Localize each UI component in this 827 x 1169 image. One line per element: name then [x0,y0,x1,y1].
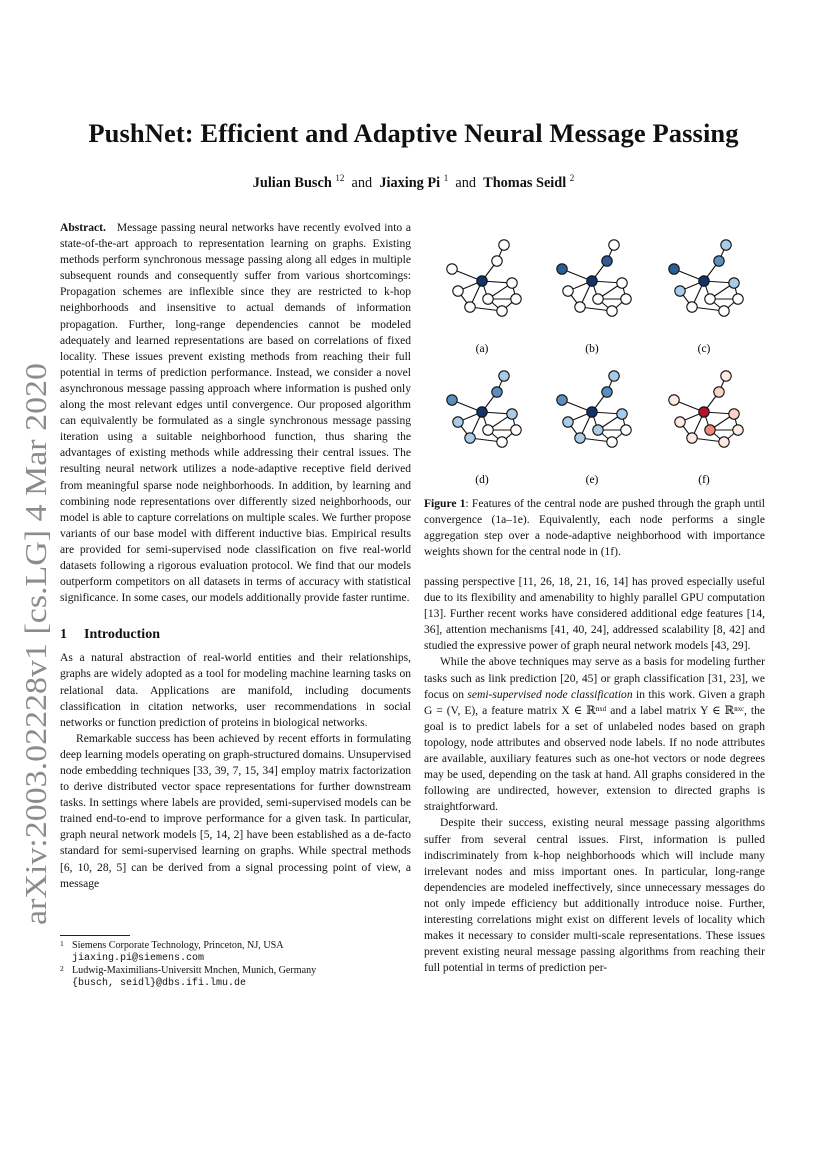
graph-node [705,425,715,435]
graph-node [593,294,603,304]
footnote-rule [60,935,130,936]
author-separator: and [351,175,373,191]
graph-node [497,306,507,316]
paper-title: PushNet: Efficient and Adaptive Neural Message Passing [88,118,739,148]
abstract-text: Message passing neural networks have recently evolved into a state-of-the-art approach to representation learning on graphs. Existing methods perform synchronous message passing along all edges in multiple subsequent rounds and consequently suffer from various shortcomings: Propagation schemes are inflexible since they are restricted to k-hop neighborhoods and insensitive to actual demands of information propagation. Further, long-range dependencies cannot be modeled adequately and learned representations are based on correlations of fixed locality. These issues prevent existing methods from reaching their full potential in terms of prediction performance. Instead, we consider a novel asynchronous message passing approach where information is pushed only along the most relevant edges until convergence. Our proposed algorithm can equivalently be formulated as a single synchronous message passing iteration using a suitable neighborhood function, thus sharing the advantages of existing methods while addressing their central issues. The resulting neural network utilizes a node-adaptive receptive field derived from meaningful sparse node neighborhoods. In addition, by learning and combining node representations over differently sized neighborhoods, our model is able to capture correlations on multiple scales. We further propose variants of our base model with different inductive bias. Empirical results are provided for semi-supervised node classification on five real-world datasets following a rigorous evaluation protocol. We find that our models outperform competitors on all datasets in terms of accuracy with statistical significance. In some cases, our models additionally provide faster runtime. [60,222,411,605]
footnote-email: {busch, seidl}@dbs.ifi.lmu.de [72,977,247,989]
emphasis: semi-supervised node classification [467,688,633,701]
right-column [424,574,765,976]
graph-center-node [477,407,487,417]
author-name: Julian Busch [252,175,332,191]
author-affiliation: 12 [335,173,345,183]
footnotes [60,935,411,990]
graph-panel [669,371,743,486]
graph-node [511,425,521,435]
figure-caption-text: : Features of the central node are pushed through the graph until convergence (1a–1e). Equivalently, each node performs a single aggregation step over a node-adaptive neighborhood with importance weights shown for the central node in (1f). [424,498,765,559]
graph-node [675,417,685,427]
graph-node [557,264,567,274]
graph-node [621,425,631,435]
graph-node [705,294,715,304]
author-separator: and [455,175,477,191]
graph-node [575,302,585,312]
graph-node [575,433,585,443]
author-name: Thomas Seidl [483,175,567,191]
graph-node [447,395,457,405]
graph-node [733,425,743,435]
graph-node [721,371,731,381]
paragraph [424,654,765,815]
graph-node [602,387,612,397]
graph-node [511,294,521,304]
arxiv-identifier [2,358,58,928]
graph-node [453,286,463,296]
author-affiliation: 2 [569,173,575,183]
graph-node [669,264,679,274]
paragraph: Remarkable success has been achieved by recent efforts in formulating deep learning models operating on graph-structured domains. Unsupervised node embedding techniques [33, 39, 7, 15, 34] employ matrix factorization to derive distributed vector space representations for further downstream tasks. In settings where labels are provided, semi-supervised models can be trained end-to-end to improve performance for a given task. In particular, graph neural network models [5, 14, 2] have been established as a de-facto standard for semi-supervised learning on graphs. While spectral methods [6, 10, 28, 5] can be derived from a signal processing point of view, a message [60,732,411,890]
graph-node [507,278,517,288]
graph-node [687,302,697,312]
section-heading [60,627,411,643]
paragraph-text: While the above techniques may serve as a basis for modeling further tasks such as link prediction [20, 45] or graph classification [31, 23], we focus on [424,656,765,701]
footnote-mark: 1 [60,939,64,948]
graph-node [675,286,685,296]
graph-panel [447,240,521,355]
graph-node [617,278,627,288]
figure-graphs [424,230,765,492]
graph-center-node [477,276,487,286]
graph-node [687,433,697,443]
graph-node [497,437,507,447]
graph-node [453,417,463,427]
arxiv-id-text: arXiv:2003.02228v1 [cs.LG] 4 Mar 2020 [19,420,53,925]
subfigure-label: (a) [475,343,489,355]
graph-node [563,417,573,427]
abstract-label: Abstract. [60,222,106,234]
paragraph: As a natural abstraction of real-world entities and their relationships, graphs are widely adopted as a tool for modeling machine learning tasks on relational data. Applications are manifold, including documents classification in citation networks, user recommendations in social networks or function prediction of proteins in biological networks. [60,652,411,729]
subfigure-label: (f) [698,474,710,486]
graph-node [733,294,743,304]
graph-node [714,256,724,266]
graph-node [607,437,617,447]
paragraph: passing perspective [11, 26, 18, 21, 16, 14] has proved especially useful due to its flexibility and amenability to highly parallel GPU computation [13]. Further recent works have considered additional edge features [14, 36], attention mechanisms [41, 40, 24], addressed scalability [8, 42] and studied the expressive power of graph neural network models [43, 29]. [424,576,765,653]
paragraph-text: in this work. Given a graph G = (V, E), a feature matrix X ∈ ℝⁿˣᵈ and a label matrix Y ∈ ℝⁿˣᶜ, the goal is to predict labels for a set of unlabeled nodes based on graph topology, node attributes and observed node labels. If no node attributes are available, auxiliary features such as one-hot vectors or node degrees may be used, depending on the task at hand. All graphs considered in the following are undirected, however, extension to directed graphs is straightforward. [424,688,765,814]
figure-caption [424,496,765,560]
graph-node [507,409,517,419]
section-title: Introduction [84,627,160,643]
figure-caption-label: Figure 1 [424,498,466,510]
graph-node [721,240,731,250]
graph-panel [557,371,631,486]
footnote-affiliation: Siemens Corporate Technology, Princeton, NJ, USA [72,940,284,951]
subfigure-label: (d) [475,474,489,486]
graph-panel [447,371,521,486]
graph-node [465,433,475,443]
paragraph: Despite their success, existing neural message passing algorithms suffer from several central issues. First, information is pulled indiscriminately from k-hop neighborhoods which will include many irrelevant nodes and miss important ones. In particular, long-range dependencies are modeled ineffectively, since unnecessary messages do not only impede efficiency but additionally introduce noise. Further, interesting correlations might exist on different levels of locality which makes it necessary to consider multi-scale representations. These issues prevent existing neural message passing algorithms from reaching their full potential in terms of prediction per- [424,817,765,975]
graph-node [499,240,509,250]
graph-node [492,256,502,266]
graph-center-node [587,276,597,286]
left-column [60,220,411,892]
footnote-mark: 2 [60,964,64,974]
graph-node [447,264,457,274]
graph-node [593,425,603,435]
graph-node [621,294,631,304]
graph-node [729,409,739,419]
graph-node [563,286,573,296]
section-number: 1 [60,627,67,643]
graph-panel [557,240,631,355]
author-list [0,173,827,192]
subfigure-label: (b) [585,343,599,355]
footnote-affiliation: Ludwig-Maximilians-Universitt Mnchen, Munich, Germany [72,965,317,977]
graph-node [719,306,729,316]
graph-node [483,294,493,304]
graph-node [609,240,619,250]
graph-node [492,387,502,397]
graph-node [617,409,627,419]
graph-node [719,437,729,447]
graph-node [607,306,617,316]
graph-center-node [699,276,709,286]
graph-node [714,387,724,397]
graph-node [729,278,739,288]
graph-node [669,395,679,405]
subfigure-label: (e) [585,474,599,486]
graph-center-node [587,407,597,417]
graph-node [557,395,567,405]
subfigure-label: (c) [697,343,711,355]
graph-node [609,371,619,381]
author-affiliation: 1 [443,173,449,183]
graph-node [465,302,475,312]
graph-panel [669,240,743,355]
abstract [60,220,411,606]
footnote [60,965,411,990]
graph-node [483,425,493,435]
graph-node [499,371,509,381]
figure-1 [424,230,765,492]
footnote [60,940,411,965]
graph-node [602,256,612,266]
graph-center-node [699,407,709,417]
footnote-email: jiaxing.pi@siemens.com [72,952,205,964]
author-name: Jiaxing Pi [379,175,441,191]
